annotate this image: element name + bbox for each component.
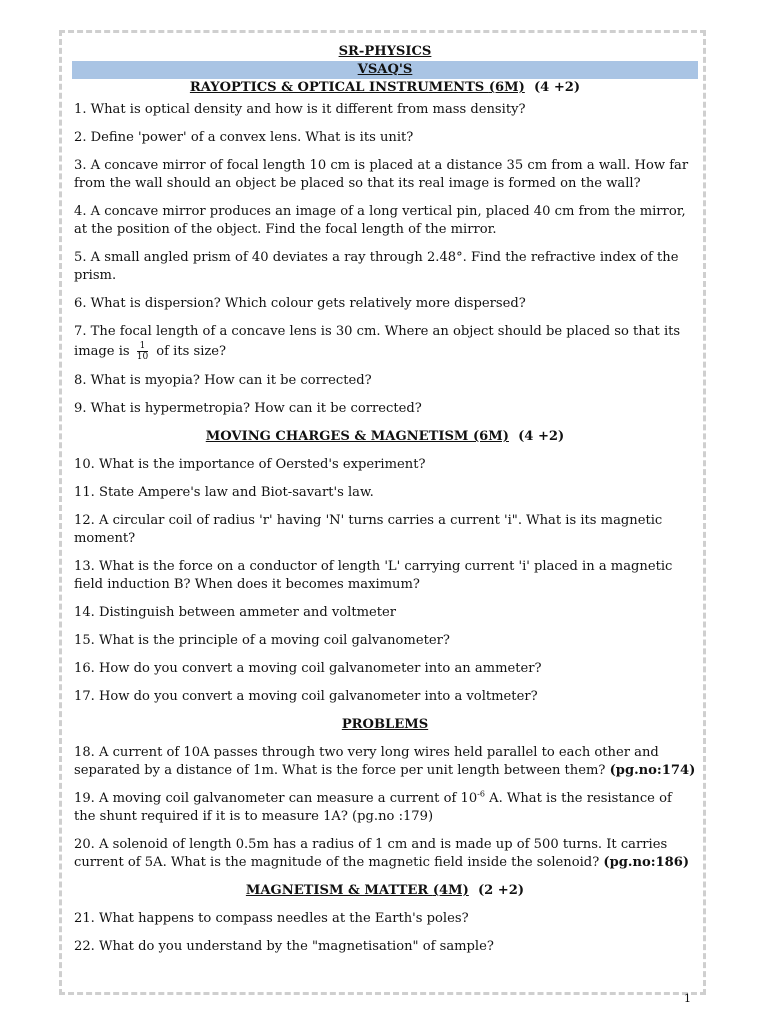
- question-20: [74, 836, 696, 872]
- question-18: [74, 744, 696, 780]
- question-3: 3. A concave mirror of focal length 10 cm is placed at a distance 35 cm from a wall. How far from the wall should an object be placed so that its real image is formed on the wall?: [74, 158, 689, 191]
- fraction-denominator: 10: [136, 352, 149, 362]
- question-18-text: 18. A current of 10A passes through two very long wires held parallel to each other and separated by a distance of 1m. What is the force per unit length between them?: [74, 745, 659, 778]
- page-reference: (pg.no:186): [603, 855, 690, 870]
- document-body: [74, 43, 696, 966]
- section-title: MOVING CHARGES & MAGNETISM: [205, 429, 473, 444]
- section-split: (4 +2): [533, 80, 581, 95]
- section-split: (2 +2): [477, 883, 525, 898]
- question-8: 8. What is myopia? How can it be corrected?: [74, 373, 372, 388]
- question-1: 1. What is optical density and how is it different from mass density?: [74, 102, 526, 117]
- page-reference: (pg.no:174): [609, 763, 696, 778]
- exponent: -6: [477, 789, 485, 799]
- question-10: 10. What is the importance of Oersted's experiment?: [74, 457, 426, 472]
- question-21: 21. What happens to compass needles at the Earth's poles?: [74, 911, 469, 926]
- question-13: 13. What is the force on a conductor of length 'L' carrying current 'i' placed in a magnetic field induction B? When does it becomes maximum?: [74, 559, 673, 592]
- question-7-end: of its size?: [156, 344, 227, 359]
- section-title: MAGNETISM & MATTER: [245, 883, 433, 898]
- question-19-text: 19. A moving coil galvanometer can measure a current of 10: [74, 791, 478, 806]
- section-title: RAYOPTICS & OPTICAL INSTRUMENTS: [189, 80, 489, 95]
- fraction: [137, 341, 148, 362]
- section-title: PROBLEMS: [341, 717, 429, 732]
- question-6: 6. What is dispersion? Which colour gets relatively more dispersed?: [74, 296, 526, 311]
- question-7-text: 7. The focal length of a concave lens is 30 cm. Where an object should be placed so that its image is: [74, 324, 681, 359]
- question-20-text: 20. A solenoid of length 0.5m has a radius of 1 cm and is made up of 500 turns. It carries current of 5A. What is the magnitude of the magnetic field inside the solenoid?: [74, 837, 668, 870]
- section-marks: (6M): [488, 80, 525, 95]
- question-12: 12. A circular coil of radius 'r' having 'N' turns carries a current 'i". What is its magnetic moment?: [74, 513, 663, 546]
- subject-title: SR-PHYSICS: [338, 44, 432, 59]
- section-marks: (6M): [472, 429, 509, 444]
- question-19-end: A. What is the resistance of the shunt required if it is to measure 1A? (pg.no :179): [74, 791, 672, 824]
- question-4: 4. A concave mirror produces an image of a long vertical pin, placed 40 cm from the mirror, at the position of the object. Find the focal length of the mirror.: [74, 204, 686, 237]
- section-ray-optics: [74, 79, 696, 97]
- question-5: 5. A small angled prism of 40 deviates a ray through 2.48°. Find the refractive index of the prism.: [74, 250, 679, 283]
- page-number: 1: [684, 992, 691, 1005]
- question-11: 11. State Ampere's law and Biot-savart's law.: [74, 485, 374, 500]
- question-9: 9. What is hypermetropia? How can it be corrected?: [74, 401, 422, 416]
- question-17: 17. How do you convert a moving coil galvanometer into a voltmeter?: [74, 689, 538, 704]
- section-magnetism-matter: [74, 882, 696, 900]
- question-7: [74, 323, 696, 362]
- question-14: 14. Distinguish between ammeter and voltmeter: [74, 605, 397, 620]
- section-moving-charges: [74, 428, 696, 446]
- section-marks: (4M): [432, 883, 469, 898]
- section-problems: [74, 716, 696, 734]
- section-split: (4 +2): [518, 429, 565, 444]
- fraction-numerator: 1: [137, 341, 148, 352]
- question-2: 2. Define 'power' of a convex lens. What is its unit?: [74, 130, 414, 145]
- question-19: [74, 790, 696, 826]
- vsaq-band: VSAQ'S: [72, 61, 698, 79]
- question-15: 15. What is the principle of a moving coil galvanometer?: [74, 633, 450, 648]
- question-16: 16. How do you convert a moving coil galvanometer into an ammeter?: [74, 661, 542, 676]
- question-22: 22. What do you understand by the "magnetisation" of sample?: [74, 939, 494, 954]
